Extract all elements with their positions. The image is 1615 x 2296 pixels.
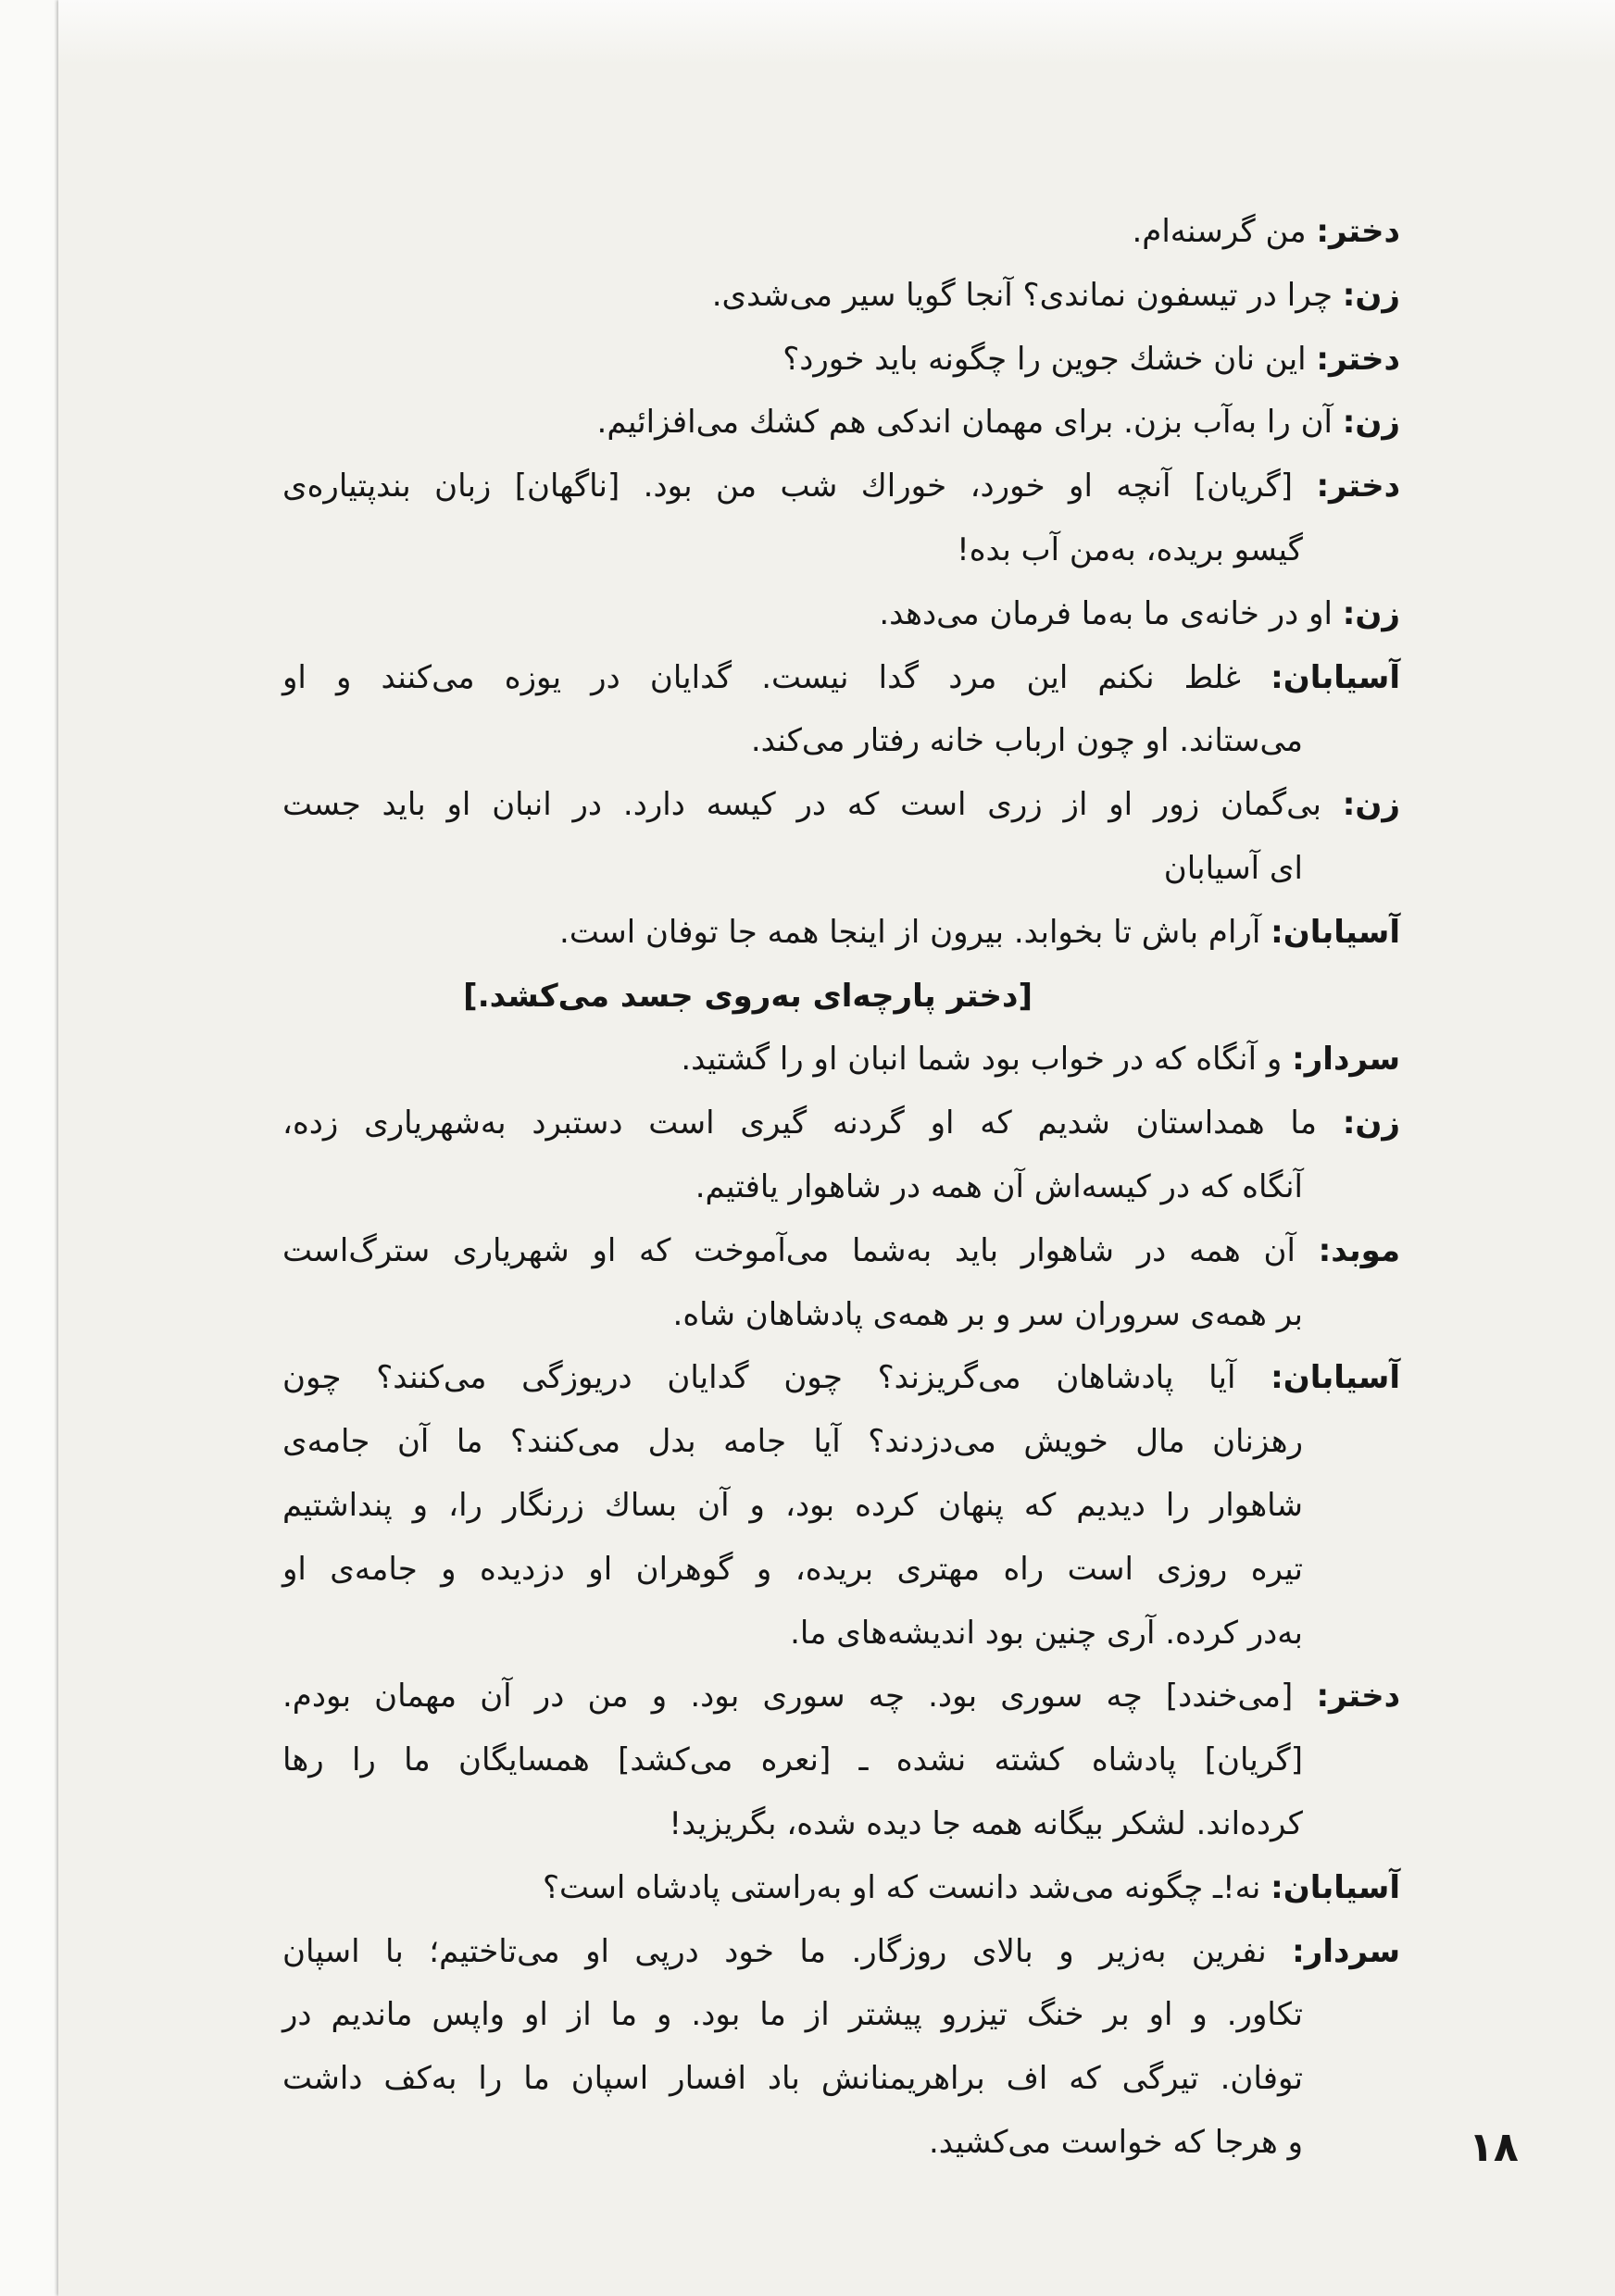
dialogue-line [282,264,1400,328]
dialogue-text: او در خانه‌ی ما به‌ما فرمان می‌دهد. [879,594,1333,632]
dialogue-continuation-line: تیره روزی است راه مهتری بریده، و گوهران او دزدیده و جامه‌ی او [282,1550,1303,1588]
page-number: ۱۸ [1469,2124,1519,2171]
dialogue-continuation-line: کرده‌اند. لشکر بیگانه همه جا دیده شده، بگریزید! [669,1804,1303,1842]
dialogue-text: [می‌خندد] چه سوری بود. چه سوری بود. و من در آن مهمان بودم. [282,1678,1294,1716]
dialogue-text: آیا پادشاهان می‌گریزند؟ چون گدایان دریوزگی می‌کنند؟ چون [282,1359,1236,1397]
dialogue-text: آن را به‌آب بزن. برای مهمان اندکی هم کشك می‌افزائیم. [596,404,1333,442]
dialogue-line [282,901,1400,965]
dialogue-line [282,1219,1400,1283]
dialogue-text: من گرسنه‌ام. [1132,213,1307,250]
dialogue-text: نفرین به‌زیر و بالای روزگار. ما خود درپی او می‌تاختیم؛ با اسپان [282,1932,1267,1970]
dialogue-continuation-line: [گریان] پادشاه کشته نشده ـ [نعره می‌کشد] همسایگان ما را رها [282,1741,1303,1779]
speaker-label: سردار: [1292,1041,1400,1079]
dialogue-continuation-line: و هرجا که خواست می‌کشید. [928,2123,1303,2161]
dialogue-text: ما همداستان شدیم که او گردنه گیری است دستبرد به‌شهریاری زده، [282,1104,1317,1142]
speaker-label: دختر: [1316,213,1400,250]
speaker-label: زن: [1342,1104,1401,1142]
dialogue-continuation-line: آنگاه که در کیسه‌اش آن همه در شاهوار یافتیم. [695,1167,1303,1205]
dialogue-text: نه!ـ چگونه می‌شد دانست که او به‌راستی پادشاه است؟ [542,1868,1261,1906]
dialogue-text: و آنگاه که در خواب بود شما انبان او را گشتید. [681,1041,1283,1079]
dialogue-line [282,455,1400,518]
dialogue-line [282,328,1400,392]
dialogue-line [282,582,1400,646]
dialogue-text: غلط نکنم این مرد گدا نیست. گدایان در یوزه می‌کنند و او [282,658,1241,696]
speaker-label: موبد: [1318,1231,1401,1269]
dialogue-text: آن همه در شاهوار باید به‌شما می‌آموخت که او شهریاری سترگ‌است [282,1231,1296,1269]
dialogue-line [282,1346,1400,1410]
speaker-label: آسیابان: [1271,913,1400,951]
speaker-label: دختر: [1316,468,1401,505]
dialogue-line [282,200,1400,264]
dialogue-line [282,1856,1400,1920]
speaker-label: دختر: [1316,1678,1401,1716]
dialogue-continuation-line: می‌ستاند. او چون ارباب خانه رفتار می‌کند. [750,722,1303,760]
speaker-label: آسیابان: [1271,1868,1400,1906]
speaker-label: زن: [1342,404,1400,442]
dialogue-line [282,1920,1400,1984]
speaker-label: زن: [1342,786,1400,824]
speaker-label: آسیابان: [1271,658,1400,696]
speaker-label: زن: [1342,594,1400,632]
dialogue-text: این نان خشك جوین را چگونه باید خورد؟ [782,340,1307,378]
dialogue-text: بی‌گمان زور او از زری است که در کیسه دارد. در انبان او باید جست [282,786,1321,824]
dialogue-continuation-line: بر همه‌ی سروران سر و بر همه‌ی پادشاهان شاه. [672,1295,1303,1333]
speaker-label: دختر: [1316,340,1400,378]
dialogue-continuation-line: توفان. تیرگی که اف براهریمنانش باد افسار اسپان ما را به‌کف داشت [282,2060,1303,2098]
dialogue-continuation-line: شاهوار را دیدیم که پنهان کرده بود، و آن بساك زرنگار را، و پنداشتیم [282,1486,1303,1524]
dialogue-text: [گریان] آنچه او خورد، خوراك شب من بود. [ناگهان] زبان بندپتیاره‌ی [282,468,1294,505]
dialogue-text: آرام باش تا بخوابد. بیرون از اینجا همه جا توفان است. [559,913,1261,951]
speaker-label: زن: [1342,276,1400,314]
speaker-label: سردار: [1292,1932,1401,1970]
play-script-text [282,200,1400,2175]
dialogue-line [282,773,1400,837]
dialogue-text: چرا در تیسفون نماندی؟ آنجا گویا سیر می‌شدی. [711,276,1333,314]
dialogue-line [282,1028,1400,1092]
dialogue-line [282,1092,1400,1155]
paper-top-edge [58,0,1615,65]
dialogue-continuation-line: رهزنان مال خویش می‌دزدند؟ آیا جامه بدل می‌کنند؟ ما آن جامه‌ی [282,1423,1303,1461]
dialogue-continuation-line: ای آسیابان [1163,849,1303,887]
dialogue-line [282,391,1400,455]
stage-direction: [دختر پارچه‌ای به‌روی جسد می‌کشد.] [463,977,1033,1015]
dialogue-continuation-line: گیسو بریده، به‌من آب بده! [957,530,1303,568]
dialogue-continuation-line: به‌در کرده. آری چنین بود اندیشه‌های ما. [790,1614,1303,1652]
dialogue-line [282,1665,1400,1728]
speaker-label: آسیابان: [1271,1359,1401,1397]
dialogue-line [282,646,1400,710]
dialogue-continuation-line: تکاور. و او بر خنگ تیزرو پیشتر از ما بود. و ما از او واپس ماندیم در [282,1996,1303,2034]
